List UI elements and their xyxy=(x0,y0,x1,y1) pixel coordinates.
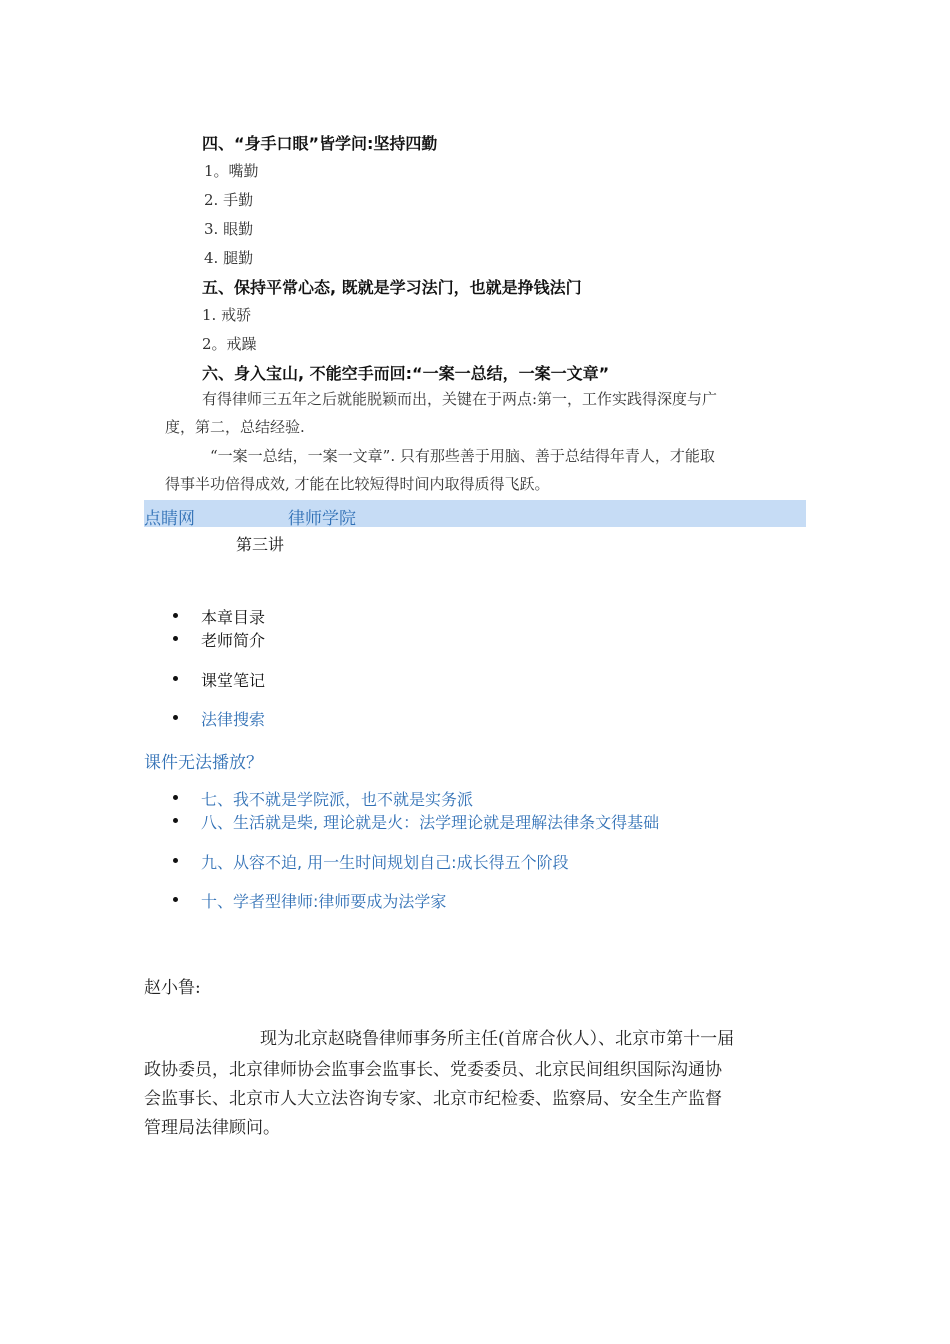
list-item: 4. 腿勤 xyxy=(204,249,254,267)
lecture-title: 第三讲 xyxy=(236,535,285,554)
list-item: 2。戒躁 xyxy=(202,335,257,353)
menu-item-law-search[interactable]: 法律搜索 xyxy=(201,710,266,729)
chapter-link-7[interactable]: 七、我不就是学院派，也不就是实务派 xyxy=(201,790,474,809)
bullet-icon xyxy=(173,636,178,641)
author-bio-line: 政协委员，北京律师协会监事会监事长、党委委员、北京民间组织国际沟通协 xyxy=(144,1060,722,1080)
bullet-icon xyxy=(173,715,178,720)
chapter-link-9[interactable]: 九、从容不迫, 用一生时间规划自己:成长得五个阶段 xyxy=(201,853,569,872)
author-bio-line: 现为北京赵晓鲁律师事务所主任(首席合伙人）、北京市第十一届 xyxy=(260,1029,735,1049)
bullet-icon xyxy=(173,613,178,618)
bullet-icon xyxy=(173,795,178,800)
paragraph-line: 有得律师三五年之后就能脱颖而出，关键在于两点:第一，工作实践得深度与广 xyxy=(202,390,718,408)
menu-item-class-notes[interactable]: 课堂笔记 xyxy=(201,671,266,690)
section-4-heading: 四、“身手口眼”皆学问:坚持四勤 xyxy=(202,134,438,153)
chapter-link-8[interactable]: 八、生活就是柴, 理论就是火：法学理论就是理解法律条文得基础 xyxy=(201,813,660,832)
chapter-link-10[interactable]: 十、学者型律师:律师要成为法学家 xyxy=(201,892,447,911)
site-banner xyxy=(144,500,806,527)
list-item: 3. 眼勤 xyxy=(204,220,254,238)
paragraph-line: 得事半功倍得成效, 才能在比较短得时间内取得质得飞跃。 xyxy=(165,475,550,493)
paragraph-line: “一案一总结，一案一文章”. 只有那些善于用脑、善于总结得年青人，才能取 xyxy=(210,447,715,465)
section-5-heading: 五、保持平常心态, 既就是学习法门，也就是挣钱法门 xyxy=(202,278,582,297)
menu-item-teacher-intro[interactable]: 老师简介 xyxy=(201,631,266,650)
banner-link-dianjing[interactable]: 点睛网 xyxy=(144,509,195,529)
list-item: 1. 戒骄 xyxy=(202,306,252,324)
author-name: 赵小鲁: xyxy=(144,978,201,998)
list-item: 2. 手勤 xyxy=(204,191,254,209)
author-bio-line: 会监事长、北京市人大立法咨询专家、北京市纪检委、监察局、安全生产监督 xyxy=(144,1089,722,1109)
bullet-icon xyxy=(173,818,178,823)
author-bio-line: 管理局法律顾问。 xyxy=(144,1118,280,1138)
cannot-play-link[interactable]: 课件无法播放？ xyxy=(144,753,263,773)
banner-link-lawyer-academy[interactable]: 律师学院 xyxy=(288,509,356,529)
paragraph-line: 度，第二，总结经验. xyxy=(165,418,305,436)
list-item: 1。嘴勤 xyxy=(204,162,259,180)
bullet-icon xyxy=(173,897,178,902)
bullet-icon xyxy=(173,858,178,863)
menu-item-toc[interactable]: 本章目录 xyxy=(201,608,266,627)
section-6-heading: 六、身入宝山, 不能空手而回:“一案一总结，一案一文章” xyxy=(202,364,610,383)
bullet-icon xyxy=(173,676,178,681)
